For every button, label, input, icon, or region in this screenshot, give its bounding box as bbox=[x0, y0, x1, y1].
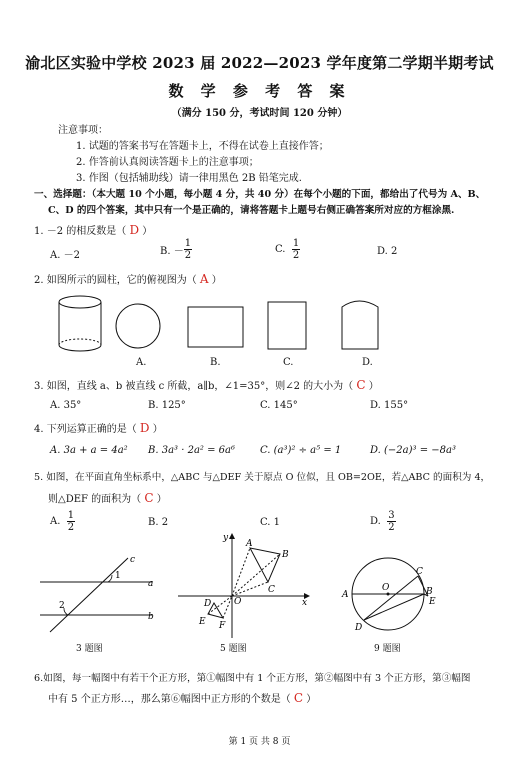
question-2-answer: A bbox=[199, 272, 209, 286]
ray-oa bbox=[232, 548, 250, 596]
question-6-text: 中有 5 个正方形…，那么第⑥幅图中正方形的个数是（ bbox=[48, 694, 291, 705]
question-6-line2 bbox=[48, 690, 316, 705]
chord-db bbox=[364, 594, 424, 620]
q5-option-a bbox=[50, 510, 75, 533]
q3-option-c: C. 145° bbox=[260, 400, 298, 411]
q1-option-b bbox=[160, 238, 192, 261]
q2-label-c: C. bbox=[283, 357, 294, 368]
option-a-circle bbox=[116, 304, 160, 348]
q1-option-a: A. －2 bbox=[50, 250, 80, 261]
q4-option-d: D. (−2a)³ = −8a³ bbox=[370, 445, 456, 456]
figure-3 bbox=[36, 548, 166, 640]
figure-9 bbox=[340, 550, 440, 635]
question-3-answer: C bbox=[356, 378, 366, 392]
answer-key-title: 数 学 参 考 答 案 bbox=[168, 82, 351, 100]
q1-option-c bbox=[275, 238, 300, 261]
label-d: D bbox=[204, 599, 212, 609]
label-y: y bbox=[223, 533, 229, 543]
question-6-close: ） bbox=[306, 694, 317, 705]
figure-5 bbox=[172, 530, 312, 640]
question-5-line2 bbox=[48, 490, 167, 505]
q3-option-a: A. 35° bbox=[50, 400, 82, 411]
question-5-text: 则△DEF 的面积为（ bbox=[48, 494, 142, 505]
label-x: x bbox=[302, 598, 308, 608]
q4-option-a: A. 3a + a = 4a² bbox=[50, 445, 128, 456]
label-b: B bbox=[426, 587, 433, 597]
question-5-answer: C bbox=[144, 491, 154, 505]
q5-option-d-fraction bbox=[387, 510, 395, 533]
q2-label-b: B. bbox=[210, 357, 221, 368]
label-d: D bbox=[355, 623, 363, 633]
angle-1-label: 1 bbox=[115, 571, 121, 581]
q1-option-b-fraction bbox=[184, 238, 192, 261]
q5-option-a-fraction bbox=[67, 510, 75, 533]
q5-option-a-label: A. bbox=[50, 516, 61, 527]
question-2-close: ） bbox=[211, 275, 222, 286]
section-heading-line2: C、D 的四个答案，其中只有一个是正确的，请将答题卡上题号右侧正确答案所对应的方框涂黑. bbox=[48, 205, 455, 216]
question-2-text: 2. 如图所示的圆柱，它的俯视图为（ bbox=[34, 275, 197, 286]
angle-2-label: 2 bbox=[59, 601, 65, 611]
label-c: C bbox=[416, 567, 423, 577]
denominator: 2 bbox=[184, 250, 192, 261]
chord-dc bbox=[364, 576, 418, 620]
q4-option-b: B. 3a³ · 2a² = 6a⁶ bbox=[148, 445, 235, 456]
numerator: 1 bbox=[67, 510, 75, 521]
q5-option-d-label: D. bbox=[370, 516, 381, 527]
figure-9-caption: 9 题图 bbox=[374, 644, 401, 654]
q1-option-b-label: B. － bbox=[160, 246, 184, 257]
question-3-text: 3. 如图，直线 a、b 被直线 c 所截，a∥b，∠1=35°，则∠2 的大小为（ bbox=[34, 381, 354, 392]
q4-option-c: C. (a³)² ÷ a⁵ = 1 bbox=[260, 445, 342, 456]
note-item-2: 2. 作答前认真阅读答题卡上的注意事项； bbox=[76, 157, 259, 168]
exam-meta: （满分 150 分，考试时间 120 分钟） bbox=[171, 108, 348, 119]
question-6-answer: C bbox=[293, 691, 304, 705]
figure-3-caption: 3 题图 bbox=[76, 644, 103, 654]
section-heading-line1: 一、选择题：（本大题 10 个小题，每小题 4 分，共 40 分）在每个小题的下面，都给出了代号为 A、B、 bbox=[34, 189, 486, 200]
label-a: A bbox=[342, 590, 349, 600]
q5-option-c: C. 1 bbox=[260, 517, 281, 528]
question-4-close: ） bbox=[152, 424, 163, 435]
question-3-close: ） bbox=[368, 381, 379, 392]
question-2 bbox=[34, 271, 222, 286]
ray-oc bbox=[232, 582, 268, 596]
numerator: 1 bbox=[292, 238, 300, 249]
option-c-rectangle bbox=[268, 302, 306, 349]
question-1 bbox=[34, 222, 152, 237]
note-item-3: 3. 作图（包括辅助线）请一律用黑色 2B 铅笔完成. bbox=[76, 173, 302, 184]
question-1-text: 1. －2 的相反数是（ bbox=[34, 226, 127, 237]
denominator: 2 bbox=[67, 522, 75, 533]
label-b: b bbox=[148, 612, 154, 622]
figure-5-caption: 5 题图 bbox=[220, 644, 247, 654]
question-4 bbox=[34, 420, 163, 435]
q5-option-b: B. 2 bbox=[148, 517, 169, 528]
question-6-line1: 6.如图，每一幅图中有若干个正方形，第①幅图中有 1 个正方形，第②幅图中有 3 个正方形，第③幅图 bbox=[34, 673, 471, 684]
question-5-line1: 5. 如图，在平面直角坐标系中，△ABC 与△DEF 关于原点 O 位似，且 OB=2OE，若△ABC 的面积为 4， bbox=[34, 472, 491, 483]
ray-oe bbox=[208, 596, 232, 614]
denominator: 2 bbox=[292, 250, 300, 261]
label-e: E bbox=[199, 617, 206, 627]
label-b: B bbox=[282, 550, 289, 560]
label-a: a bbox=[148, 579, 154, 589]
q2-label-d: D. bbox=[362, 357, 373, 368]
label-c: C bbox=[268, 585, 275, 595]
option-b-rectangle bbox=[188, 307, 243, 347]
notes-heading: 注意事项： bbox=[58, 125, 108, 136]
note-item-1: 1. 试题的答案书写在答题卡上，不得在试卷上直接作答； bbox=[76, 141, 329, 152]
q1-option-c-fraction bbox=[292, 238, 300, 261]
q3-option-b: B. 125° bbox=[148, 400, 186, 411]
q2-label-a: A. bbox=[136, 357, 147, 368]
y-axis-arrow bbox=[229, 533, 235, 539]
q5-option-d bbox=[370, 510, 396, 533]
label-e: E bbox=[429, 597, 436, 607]
exam-title: 渝北区实验中学校 2023 届 2022—2023 学年度第二学期半期考试 bbox=[25, 54, 494, 72]
q1-option-d: D. 2 bbox=[377, 246, 398, 257]
question-5-close: ） bbox=[156, 494, 167, 505]
numerator: 3 bbox=[388, 510, 395, 521]
label-o: O bbox=[382, 583, 390, 593]
denominator: 2 bbox=[388, 522, 395, 533]
label-a: A bbox=[246, 539, 253, 549]
question-4-answer: D bbox=[139, 421, 150, 435]
label-f: F bbox=[219, 621, 226, 631]
label-o: O bbox=[234, 597, 242, 607]
question-4-text: 4. 下列运算正确的是（ bbox=[34, 424, 137, 435]
question-1-close: ） bbox=[142, 226, 153, 237]
label-c: c bbox=[130, 555, 136, 565]
option-d-shape bbox=[342, 301, 378, 349]
q3-option-d: D. 155° bbox=[370, 400, 409, 411]
q2-figures bbox=[40, 293, 390, 357]
numerator: 1 bbox=[184, 238, 192, 249]
question-3 bbox=[34, 377, 379, 392]
question-1-answer: D bbox=[129, 223, 140, 237]
cylinder-figure bbox=[59, 296, 101, 351]
q1-option-c-label: C. bbox=[275, 244, 286, 255]
line-c bbox=[50, 558, 128, 632]
page-number: 第 1 页 共 8 页 bbox=[228, 737, 291, 747]
